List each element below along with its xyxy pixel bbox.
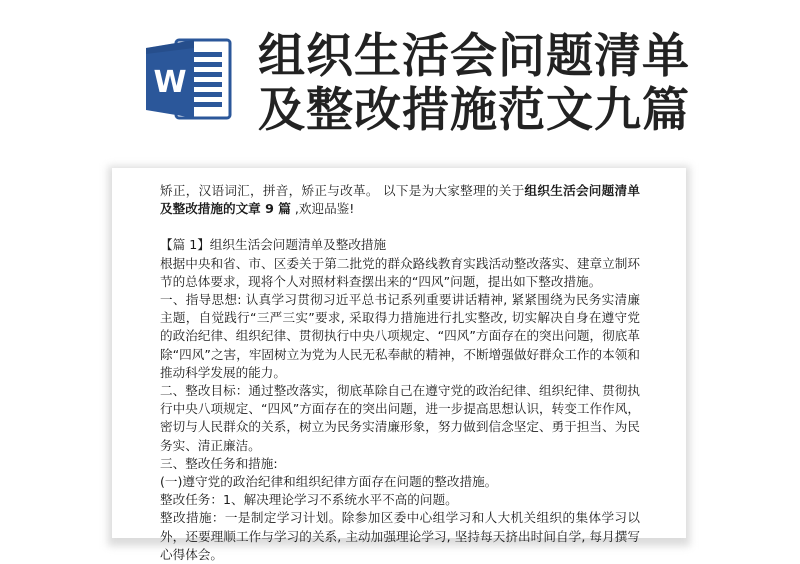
intro-bold-title: 组织生活会问题清单及整改措施的文章 9 篇 xyxy=(160,183,640,217)
intro-lead: 矫正，汉语词汇，拼音，矫正与改革。 以下是为大家整理的关于 xyxy=(160,183,525,198)
page-title-line-1: 组织生活会问题清单 xyxy=(258,29,690,84)
document-page xyxy=(112,168,686,562)
paragraph: 整改措施：一是制定学习计划。除参加区委中心组学习和人大机关组织的集体学习以外，还要理顺工作与学习的关系, 主动加强理论学习, 坚持每天挤出时间自学, 每月撰写心得体会。 xyxy=(160,510,640,562)
document-body xyxy=(160,182,640,564)
paragraph-gap xyxy=(160,218,640,236)
paragraph: 一、指导思想: 认真学习贯彻习近平总书记系列重要讲话精神, 紧紧围绕为民务实清廉主题，自觉践行“三严三实”要求, 采取得力措施进行扎实整改, 切实解决自身在遵守党的政治纪律、组织纪律、贯彻执行中央八项规定、“四风”方面存在的突出问题，彻底革除“四风”之害，牢固树立为党为人民无私奉献的精神，不断增强做好群众工作的本领和推动科学发展的能力。 xyxy=(160,292,640,380)
paragraph: 根据中央和省、市、区委关于第二批党的群众路线教育实践活动整改落实、建章立制环节的总体要求，现将个人对照材料查摆出来的“四风”问题，提出如下整改措施。 xyxy=(160,255,640,289)
svg-text:W: W xyxy=(153,65,187,100)
page-title xyxy=(258,30,778,138)
paragraph: (一)遵守党的政治纪律和组织纪律方面存在问题的整改措施。 xyxy=(160,474,498,490)
title-banner xyxy=(0,0,800,170)
paragraph: 整改任务：1、解决理论学习不系统水平不高的问题。 xyxy=(160,492,458,508)
page-title-line-2: 及整改措施范文九篇 xyxy=(258,83,690,138)
paragraph: 二、整改目标：通过整改落实，彻底革除自己在遵守党的政治纪律、组织纪律、贯彻执行中央八项规定、“四风”方面存在的突出问题，进一步提高思想认识，转变工作作风，密切与人民群众的关系，树立为民务实清廉形象，努力做到信念坚定、勇于担当、为民务实、清正廉洁。 xyxy=(160,383,640,453)
intro-paragraph xyxy=(160,182,640,218)
word-icon xyxy=(146,38,232,120)
section-heading: 【篇 1】组织生活会问题清单及整改措施 xyxy=(160,237,387,253)
intro-tail: ,欢迎品鉴! xyxy=(290,201,355,217)
paragraph: 三、整改任务和措施: xyxy=(160,455,278,471)
